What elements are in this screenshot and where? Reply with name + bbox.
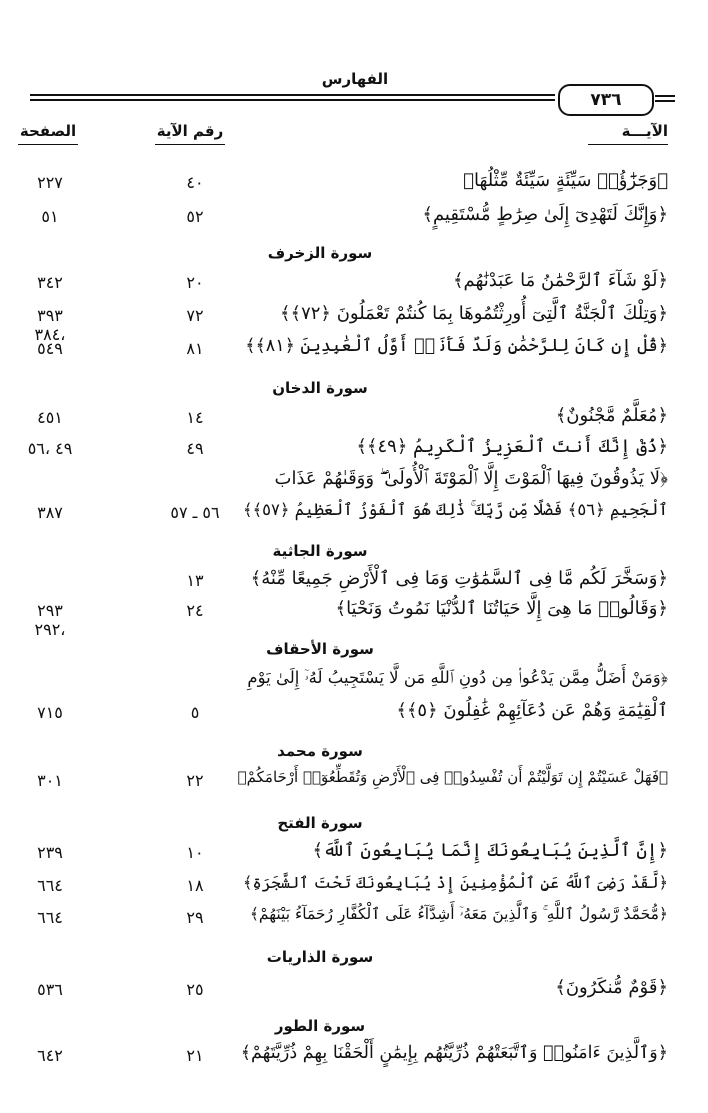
index-row xyxy=(20,668,668,698)
verse-text: ٱلْجَحِيمِ ﴿٥٦﴾ فَضْلًا مِّن رَّبِّكَ ۚ ذَٰلِكَ هُوَ ٱلْفَوْزُ ٱلْعَظِيمُ ﴿٥٧﴾﴾ xyxy=(242,500,668,519)
ayah-number: ٢٤ xyxy=(186,601,204,620)
page-header xyxy=(30,62,678,112)
index-row xyxy=(20,977,668,1007)
ayah-number: ٧٢ xyxy=(186,306,204,325)
page-ref: ٧١٥ xyxy=(37,703,63,722)
page-ref: ٤٩ ،٥٦ xyxy=(27,439,73,458)
surah-heading: سورة الطور xyxy=(274,1017,366,1035)
ayah-number: ١٨ xyxy=(186,876,204,895)
index-row xyxy=(20,336,668,366)
ayah-number: ٤٠ xyxy=(186,173,204,192)
index-row xyxy=(20,700,668,730)
ayah-number: ٢٢ xyxy=(186,771,204,790)
surah-heading: سورة الجاثية xyxy=(272,542,368,560)
ayah-number: ٤٩ xyxy=(186,439,204,458)
column-header-verse: الآيـــة xyxy=(621,122,668,140)
index-row xyxy=(20,568,668,598)
ayah-number: ٢١ xyxy=(186,1046,204,1065)
page-ref: ٢٩٣ ،٢٩٢ xyxy=(34,601,66,639)
verse-text: ﴿قَوْمٌ مُّنكَرُونَ﴾ xyxy=(555,977,668,998)
index-row xyxy=(20,500,668,530)
column-underline xyxy=(155,144,225,145)
verse-text: ﴿لَوْ شَآءَ ٱلرَّحْمَٰنُ مَا عَبَدْنَٰهُم﴾ xyxy=(452,270,668,291)
index-row xyxy=(20,270,668,300)
column-underline xyxy=(18,144,78,145)
verse-text: ﴿وَتِلْكَ ٱلْجَنَّةُ ٱلَّتِىٓ أُورِثْتُمُوهَا بِمَا كُنتُمْ تَعْمَلُونَ ﴿٧٢﴾﴾ xyxy=(279,303,668,324)
verse-text: ﴿إِنَّ ٱلَّذِينَ يُبَايِعُونَكَ إِنَّمَا يُبَايِعُونَ ٱللَّهَ﴾ xyxy=(312,840,668,861)
ayah-number: ١٤ xyxy=(186,408,204,427)
index-row xyxy=(20,436,668,466)
surah-heading: سورة الزخرف xyxy=(267,244,373,262)
column-header-ayah-number: رقم الآية xyxy=(156,122,224,140)
verse-text: ﴿مُعَلَّمٌ مَّجْنُونٌ﴾ xyxy=(555,405,668,426)
index-row xyxy=(20,170,668,200)
ayah-number: ٢٠ xyxy=(186,273,204,292)
page-ref: ٥١ xyxy=(41,207,59,226)
index-row xyxy=(20,303,668,344)
verse-text: ٱلْقِيَٰمَةِ وَهُمْ عَن دُعَآئِهِمْ غَٰفِلُونَ ﴿٥﴾﴾ xyxy=(396,700,668,721)
index-row xyxy=(20,405,668,435)
surah-heading: سورة الفتح xyxy=(277,814,363,832)
verse-text: ﴿قُلْ إِن كَانَ لِلرَّحْمَٰنِ وَلَدٌ فَأَنَا۠ أَوَّلُ ٱلْعَٰبِدِينَ ﴿٨١﴾﴾ xyxy=(245,336,668,356)
ayah-number: ١٠ xyxy=(186,843,204,862)
surah-heading: سورة الأحقاف xyxy=(266,640,374,658)
index-row xyxy=(20,204,668,234)
page-ref: ٢٢٧ xyxy=(37,173,63,192)
verse-text: ﴿وَإِنَّكَ لَتَهْدِىٓ إِلَىٰ صِرَٰطٍ مُّسْتَقِيمٍ﴾ xyxy=(422,204,668,225)
ayah-number: ١٣ xyxy=(186,571,204,590)
ayah-number: ٥٦ ـ ٥٧ xyxy=(170,503,220,522)
page-ref: ٢٣٩ xyxy=(37,843,63,862)
verse-text: ﴿ذُقْ إِنَّكَ أَنتَ ٱلْعَزِيزُ ٱلْكَرِيمُ ﴿٤٩﴾﴾ xyxy=(356,436,668,457)
ayah-number: ٥٢ xyxy=(186,207,204,226)
index-row xyxy=(20,840,668,870)
header-title: الفهارس xyxy=(321,70,389,88)
verse-text: ﴿وَسَخَّرَ لَكُم مَّا فِى ٱلسَّمَٰوَٰتِ وَمَا فِى ٱلْأَرْضِ جَمِيعًا مِّنْهُ﴾ xyxy=(250,568,668,589)
index-row xyxy=(20,598,668,639)
page-ref: ٦٤٢ xyxy=(37,1046,63,1065)
header-rule xyxy=(30,94,555,96)
verse-text: ﴿وَمَنْ أَضَلُّ مِمَّن يَدْعُوا۟ مِن دُونِ ٱللَّهِ مَن لَّا يَسْتَجِيبُ لَهُۥٓ إِلَىٰ يَوْمِ xyxy=(247,668,668,687)
verse-text: ﴿لَا يَذُوقُونَ فِيهَا ٱلْمَوْتَ إِلَّا ٱلْمَوْتَةَ ٱلْأُولَىٰ ۖ وَوَقَىٰهُمْ عَذَابَ xyxy=(274,468,668,489)
verse-text: ﴿مُّحَمَّدٌ رَّسُولُ ٱللَّهِ ۚ وَٱلَّذِينَ مَعَهُۥٓ أَشِدَّآءُ عَلَى ٱلْكُفَّارِ رُحَمَآءُ بَيْنَهُمْ﴾ xyxy=(249,905,668,923)
verse-text: ﴿لَّقَدْ رَضِىَ ٱللَّهُ عَنِ ٱلْمُؤْمِنِينَ إِذْ يُبَايِعُونَكَ تَحْتَ ٱلشَّجَرَةِ﴾ xyxy=(242,873,668,892)
index-row xyxy=(20,905,668,935)
page-ref: ٤٥١ xyxy=(37,408,63,427)
header-rule xyxy=(30,99,555,101)
verse-text: ﴿وَجَزَٰٓؤُا۟ سَيِّئَةٍ سَيِّئَةٌ مِّثْلُهَا﴾ xyxy=(463,170,668,191)
page-ref: ٥٣٦ xyxy=(37,980,63,999)
page-ref: ٦٦٤ xyxy=(37,908,63,927)
surah-heading: سورة الدخان xyxy=(272,379,368,397)
ayah-number: ٨١ xyxy=(186,339,204,358)
index-row xyxy=(20,768,668,798)
header-rule xyxy=(655,100,675,102)
column-underline xyxy=(588,144,668,145)
page-ref: ٣٠١ xyxy=(37,771,63,790)
page-ref: ٦٦٤ xyxy=(37,876,63,895)
page-ref: ٣٨٧ xyxy=(37,503,63,522)
page-number: ٧٣٦ xyxy=(558,84,654,116)
column-header-page: الصفحة xyxy=(19,122,77,140)
index-row xyxy=(20,873,668,903)
surah-heading: سورة الذاريات xyxy=(266,948,374,966)
ayah-number: ٢٩ xyxy=(186,908,204,927)
ayah-number: ٥ xyxy=(190,703,200,722)
page-ref: ٥٤٩ xyxy=(37,339,63,358)
index-row xyxy=(20,468,668,498)
index-row xyxy=(20,1043,668,1073)
ayah-number: ٢٥ xyxy=(186,980,204,999)
page-ref: ٣٤٢ xyxy=(37,273,63,292)
verse-text: ﴿وَٱلَّذِينَ ءَامَنُوا۟ وَٱتَّبَعَتْهُمْ ذُرِّيَّتُهُم بِإِيمَٰنٍ أَلْحَقْنَا بِهِمْ ذُرِّيَّتَهُمْ﴾ xyxy=(240,1043,668,1063)
verse-text: ﴿وَقَالُوا۟ مَا هِىَ إِلَّا حَيَاتُنَا ٱلدُّنْيَا نَمُوتُ وَنَحْيَا﴾ xyxy=(335,598,668,619)
surah-heading: سورة محمد xyxy=(277,742,363,760)
verse-text: ﴿فَهَلْ عَسَيْتُمْ إِن تَوَلَّيْتُمْ أَن تُفْسِدُوا۟ فِى ٱلْأَرْضِ وَتُقَطِّعُوٓا۟ أَرْحَامَكُمْ﴾ xyxy=(237,768,668,786)
header-rule xyxy=(655,95,675,97)
page-ref: ٣٩٣ ،٣٨٤ xyxy=(34,306,66,344)
